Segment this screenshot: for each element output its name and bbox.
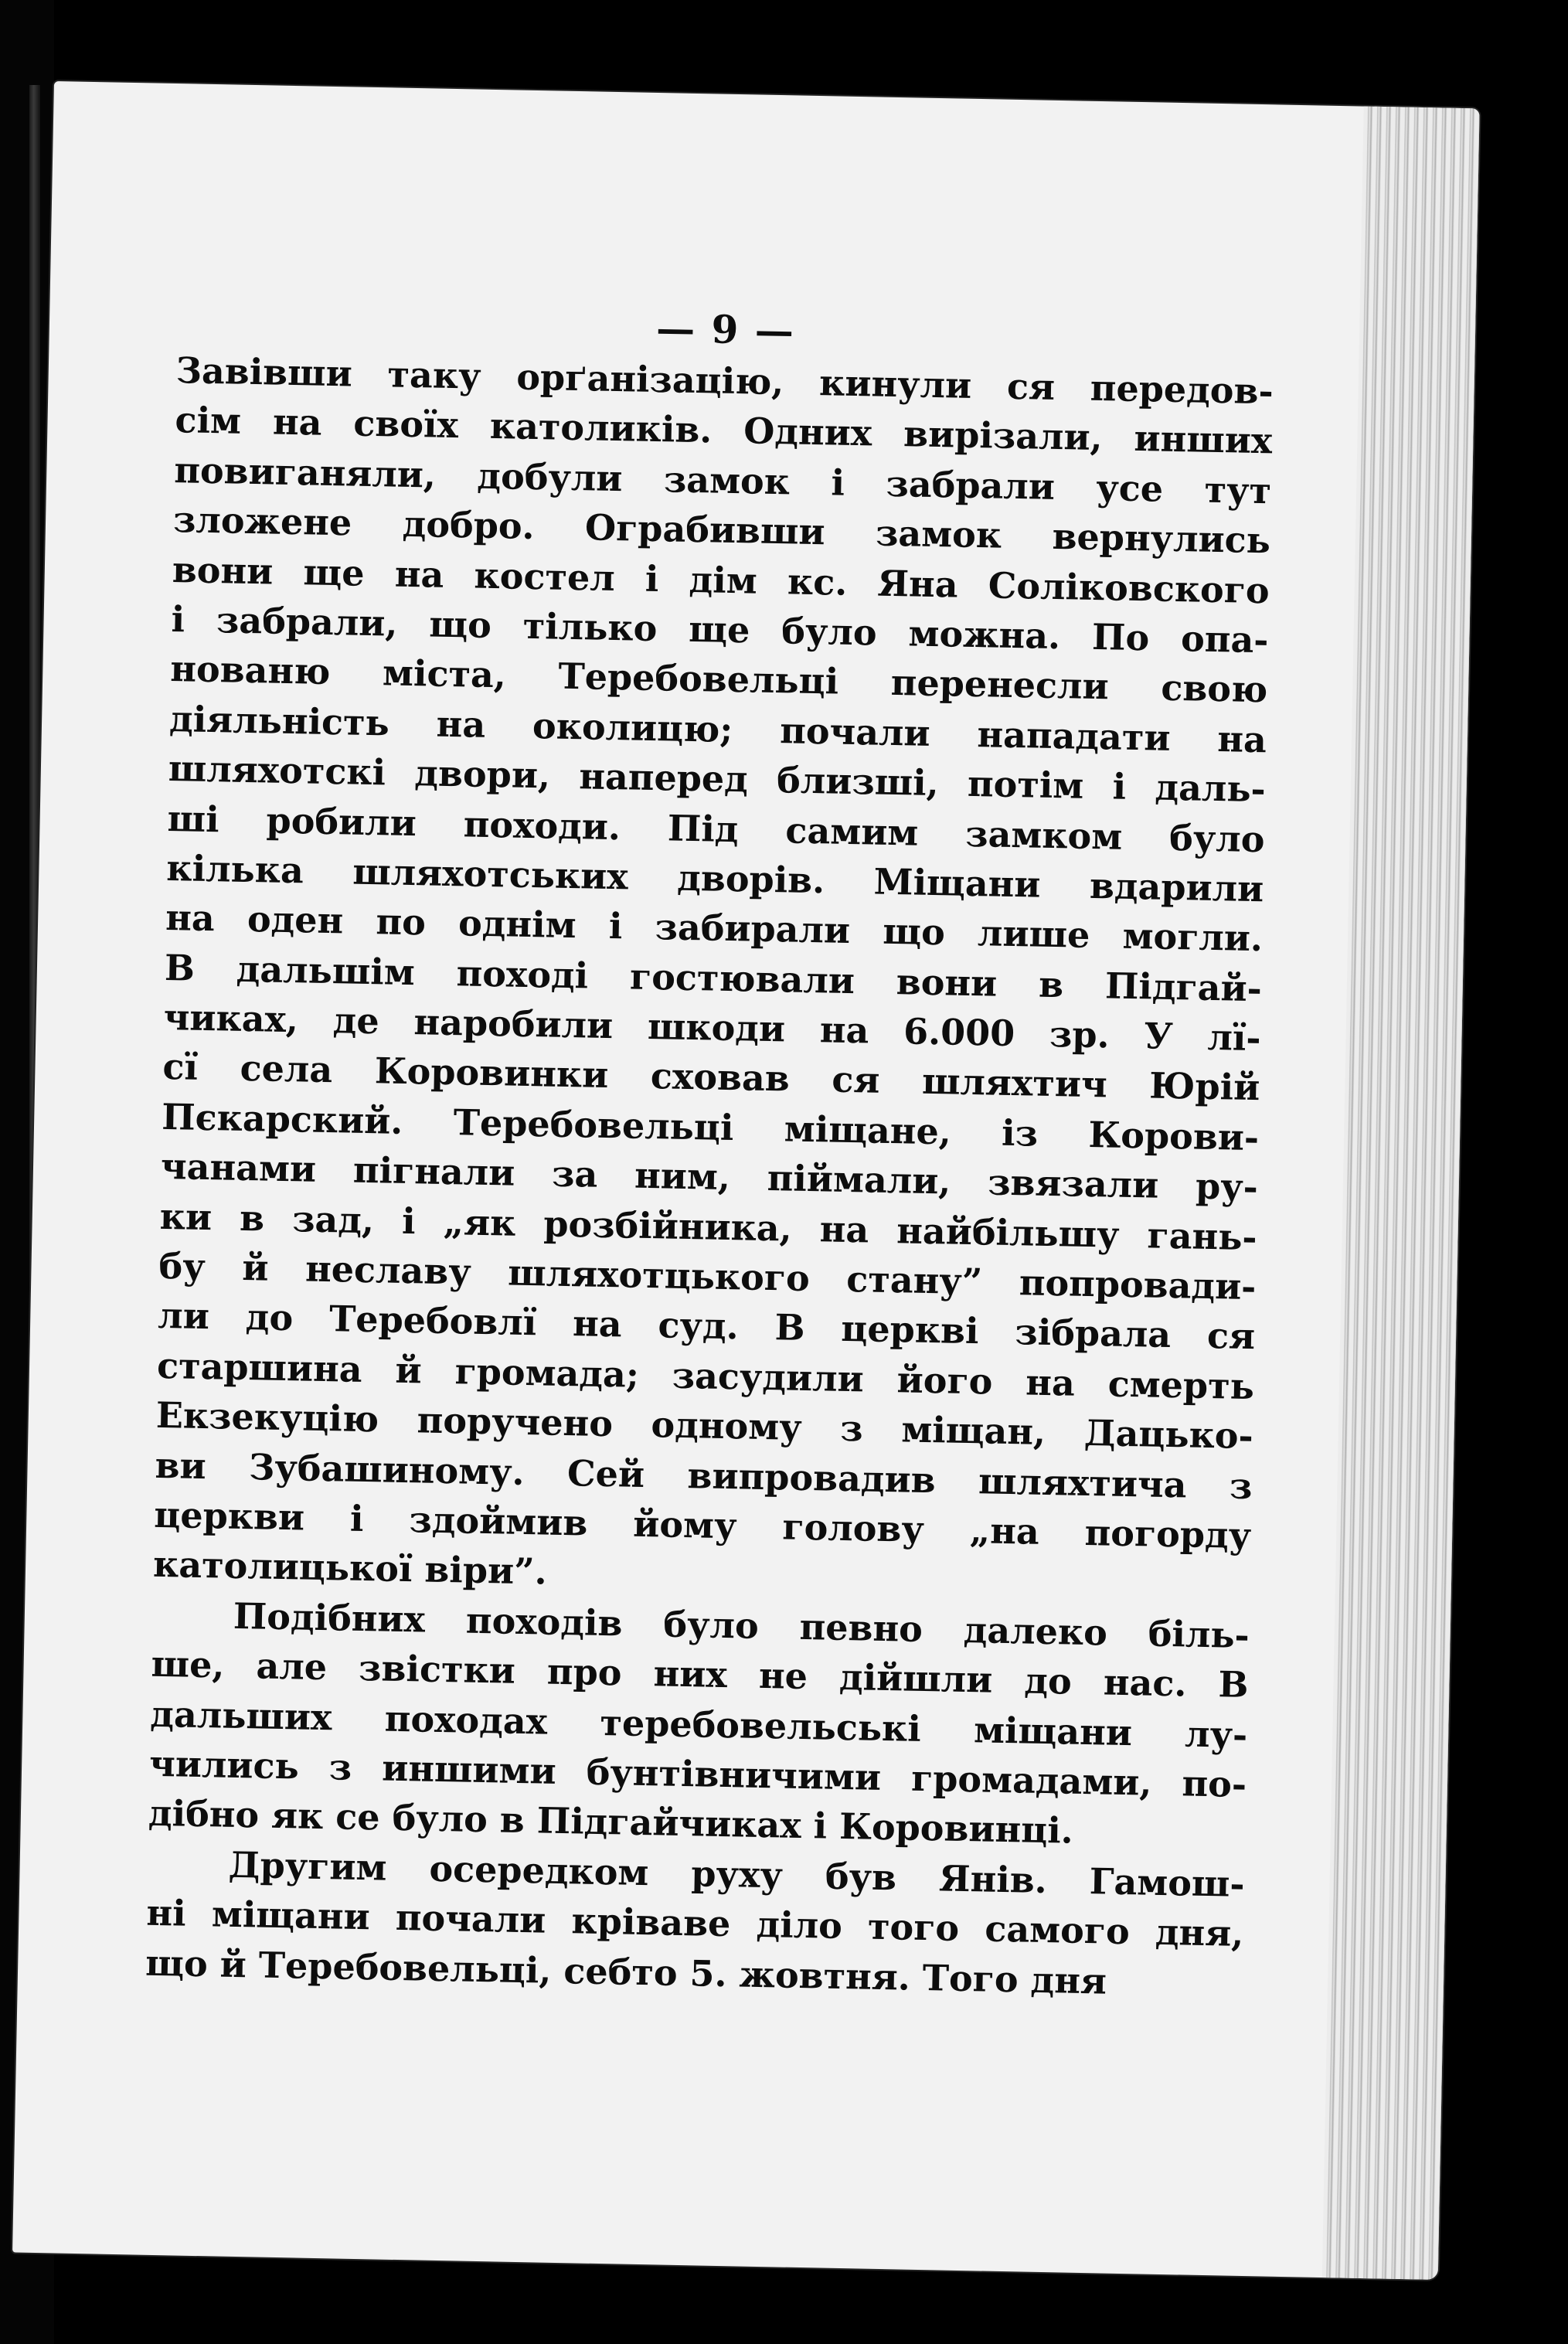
text-line: зложене добро. Ограбивши замок вернулись: [172, 498, 1271, 562]
text-line: дібно як се було в Підгайчиках і Коровинці.: [148, 1792, 1074, 1852]
text-line: дальших походах теребовельські міщани лу-: [149, 1693, 1248, 1756]
text-line: ви Зубашиному. Сей випровадив шляхтича з: [155, 1444, 1253, 1507]
text-line: сім на своїх католиків. Одних вирізали, инших: [175, 399, 1273, 462]
text-line: Екзекуцію поручено одному з міщан, Дацько-: [155, 1394, 1254, 1458]
text-line: на оден по однім і забирали що лише могли.: [165, 896, 1264, 960]
text-line: Завівши таку орґанізацію, кинули ся передов-: [175, 349, 1274, 413]
text-line: і забрали, що тілько ще було можна. По опа-: [171, 597, 1269, 662]
text-line: що й Теребовельці, себто 5. жовтня. Того дня: [145, 1941, 1107, 2002]
text-line: ні міщани почали кріваве діло того самого дня,: [146, 1891, 1244, 1955]
text-line: Подібних походів було певно далеко біль-: [233, 1594, 1250, 1656]
text-line: ли до Теребовлї на суд. В церкві зібрала ся: [157, 1294, 1256, 1358]
text-line: Другим осередком руху був Янів. Гамош-: [228, 1843, 1246, 1905]
book-page: [12, 81, 1480, 2280]
text-line: шляхотскі двори, наперед близші, потім і даль-: [168, 747, 1267, 811]
page-text: [145, 296, 1275, 2009]
page-edges: [1322, 107, 1480, 2280]
text-lines: [145, 345, 1274, 2009]
text-line: кілька шляхотських дворів. Міщани вдарили: [165, 846, 1264, 910]
text-line: старшина й громада; засудили його на смерть: [156, 1344, 1255, 1407]
text-line: чились з иншими бунтівничими громадами, по-: [148, 1742, 1247, 1805]
text-line: чанами пігнали за ним, піймали, звязали ру-: [160, 1145, 1259, 1209]
text-line: сї села Коровинки сховав ся шляхтич Юрій: [162, 1046, 1260, 1109]
text-line: чиках, де наробили шкоди на 6.000 зр. У лї-: [163, 996, 1262, 1060]
text-line: нованю міста, Теребовельці перенесли свою: [169, 648, 1268, 711]
text-line: католицької віри”.: [152, 1543, 548, 1593]
text-line: бу й неславу шляхотцького стану” попровади-: [158, 1244, 1257, 1308]
text-line: В дальшім поході гостювали вони в Підгай-: [164, 946, 1263, 1009]
page-number: — 9 —: [655, 305, 796, 354]
text-line: ше, але звістки про них не дійшли до нас. В: [151, 1642, 1249, 1706]
text-line: діяльність на околицю; почали нападати на: [168, 697, 1267, 761]
text-line: повиганяли, добули замок і забрали усе тут: [173, 448, 1272, 512]
text-line: ші робили походи. Під самим замком було: [167, 797, 1265, 860]
text-line: ки в зад, і „як розбійника, на найбільшу гань-: [159, 1195, 1258, 1258]
text-line: Пєкарский. Теребовельці міщане, із Корови-: [161, 1095, 1260, 1159]
text-line: церкви і здоймив йому голову „на погорду: [153, 1493, 1252, 1557]
text-line: вони ще на костел і дім кс. Яна Соліковского: [172, 548, 1270, 611]
